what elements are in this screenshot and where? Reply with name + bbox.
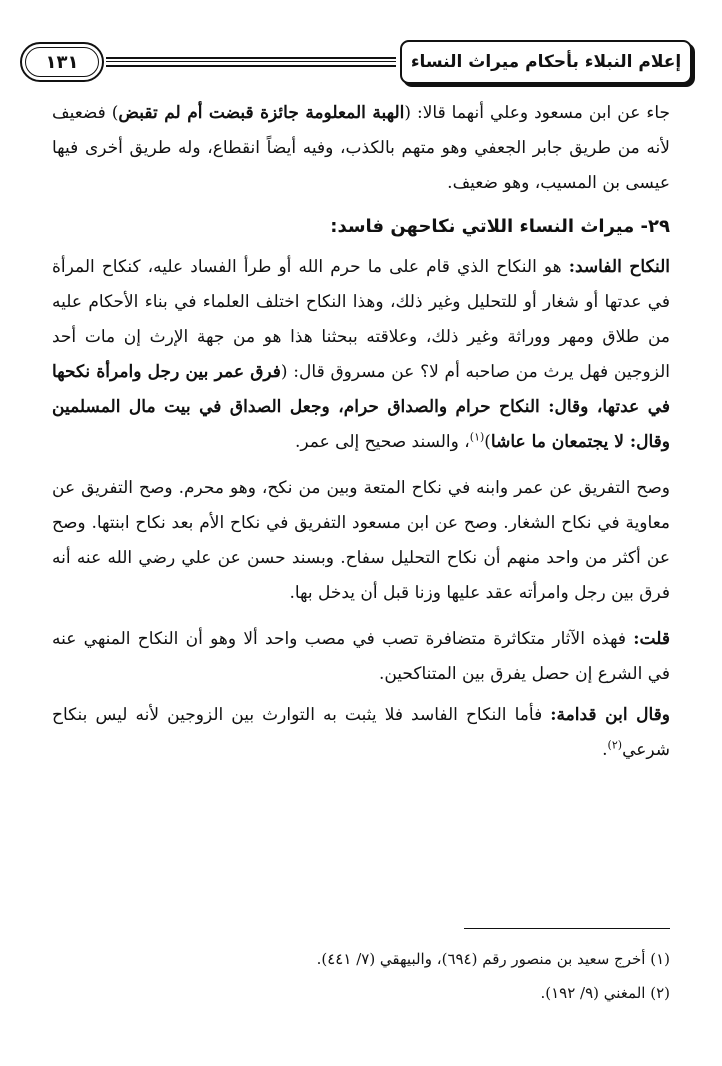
p2-text-b: ) (484, 432, 491, 452)
p2-text-a: هو النكاح الذي قام على ما حرم الله أو طرأ الفساد عليه، كنكاح المرأة في عدتها أو شغار أو للتحليل وغير ذلك، وهذا النكاح اختلف العلماء في بناء الأحكام عليه من طلاق ومهر ووراثة وغير ذلك، وعلاقته ببحثنا هذا هو من جهة الإرث إن مات أحد الزوجين فهل يرث من صاحبه أم لا؟ عن مسروق قال: ( (52, 257, 670, 382)
footnote-separator (464, 928, 670, 929)
footnote-ref-2: (٢) (607, 738, 623, 752)
p2-term: النكاح الفاسد: (568, 257, 670, 277)
p5-text-b: . (602, 740, 608, 760)
paragraph-4 (52, 622, 670, 692)
section-heading: ٢٩- ميراث النساء اللاتي نكاحهن فاسد: (330, 216, 670, 237)
p4-lead: قلت: (633, 629, 670, 649)
p4-text: فهذه الآثار متكاثرة متضافرة تصب في مصب واحد ألا وهو أن النكاح المنهي عنه في الشرع إن حصل يفرق بين المتناكحين. (52, 629, 670, 684)
header-rule (106, 57, 396, 67)
main-text (52, 96, 670, 779)
page-number: ١٣١ (20, 42, 104, 82)
footnote-1: (١) أخرج سعيد بن منصور رقم (٦٩٤)، والبيهقي (٧/ ٤٤١). (316, 950, 670, 968)
paragraph-3: وصح التفريق عن عمر وابنه في نكاح المتعة وبين من نكح، وهو محرم. وصح التفريق عن معاوية في نكاح الشغار. وصح عن ابن مسعود التفريق في نكاح الأم بعد نكاح ابنتها. وصح عن أكثر من واحد منهم أن نكاح التحليل سفاح. وبسند حسن عن علي رضي الله عنه أنه فرق بين رجل وامرأته عقد عليها وزنا قبل أن يدخل بها. (52, 478, 671, 603)
running-header (20, 40, 692, 88)
footnote-ref-1: (١) (469, 430, 485, 444)
p2-bold-quote: فرق عمر بين رجل وامرأة نكحها في عدتها، وقال: النكاح حرام والصداق حرام، وجعل الصداق في بيت مال المسلمين وقال: لا يجتمعان ما عاشا (52, 362, 670, 452)
footnotes (52, 942, 670, 1010)
p1-bold-quote: الهبة المعلومة جائزة قبضت أم لم تقبض (118, 103, 405, 123)
p1-text-b: ) فضعيف لأنه من طريق جابر الجعفي وهو متهم بالكذب، وفيه أيضاً انقطاع، وله طريق أخرى فيها عيسى بن المسيب، وهو ضعيف. (52, 103, 670, 193)
p2-text-c: ، والسند صحيح إلى عمر. (294, 432, 470, 452)
p5-lead: وقال ابن قدامة: (550, 705, 670, 725)
p1-text-a: جاء عن ابن مسعود وعلي أنهما قالا: ( (404, 103, 671, 123)
paragraph-2 (52, 250, 670, 460)
paragraph-5 (52, 698, 670, 768)
running-title: إعلام النبلاء بأحكام ميراث النساء (400, 40, 692, 84)
p5-text-a: فأما النكاح الفاسد فلا يثبت به التوارث بين الزوجين لأنه ليس بنكاح شرعي (52, 705, 670, 760)
paragraph-1 (52, 96, 670, 201)
footnote-2: (٢) المغني (٩/ ١٩٢). (540, 984, 670, 1002)
